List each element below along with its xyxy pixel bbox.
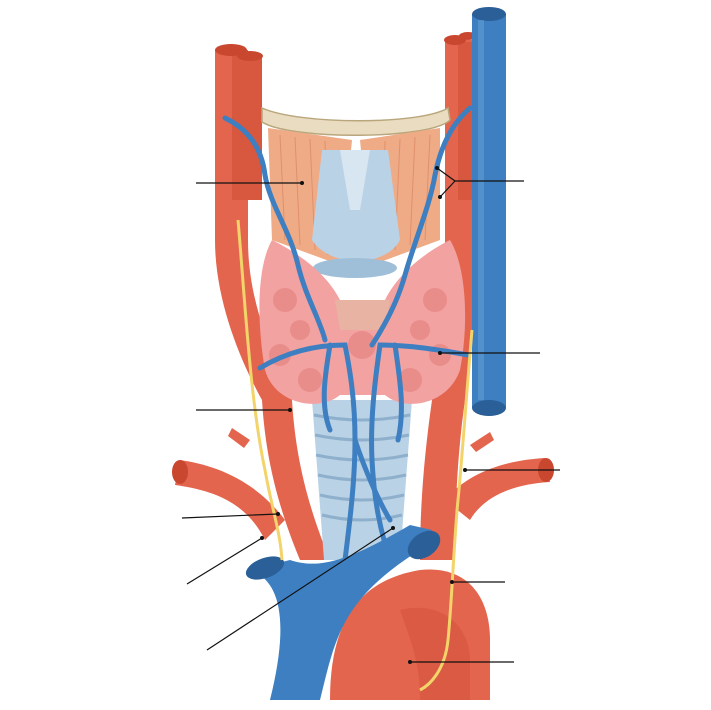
internal-jugular-vein [472, 7, 506, 416]
